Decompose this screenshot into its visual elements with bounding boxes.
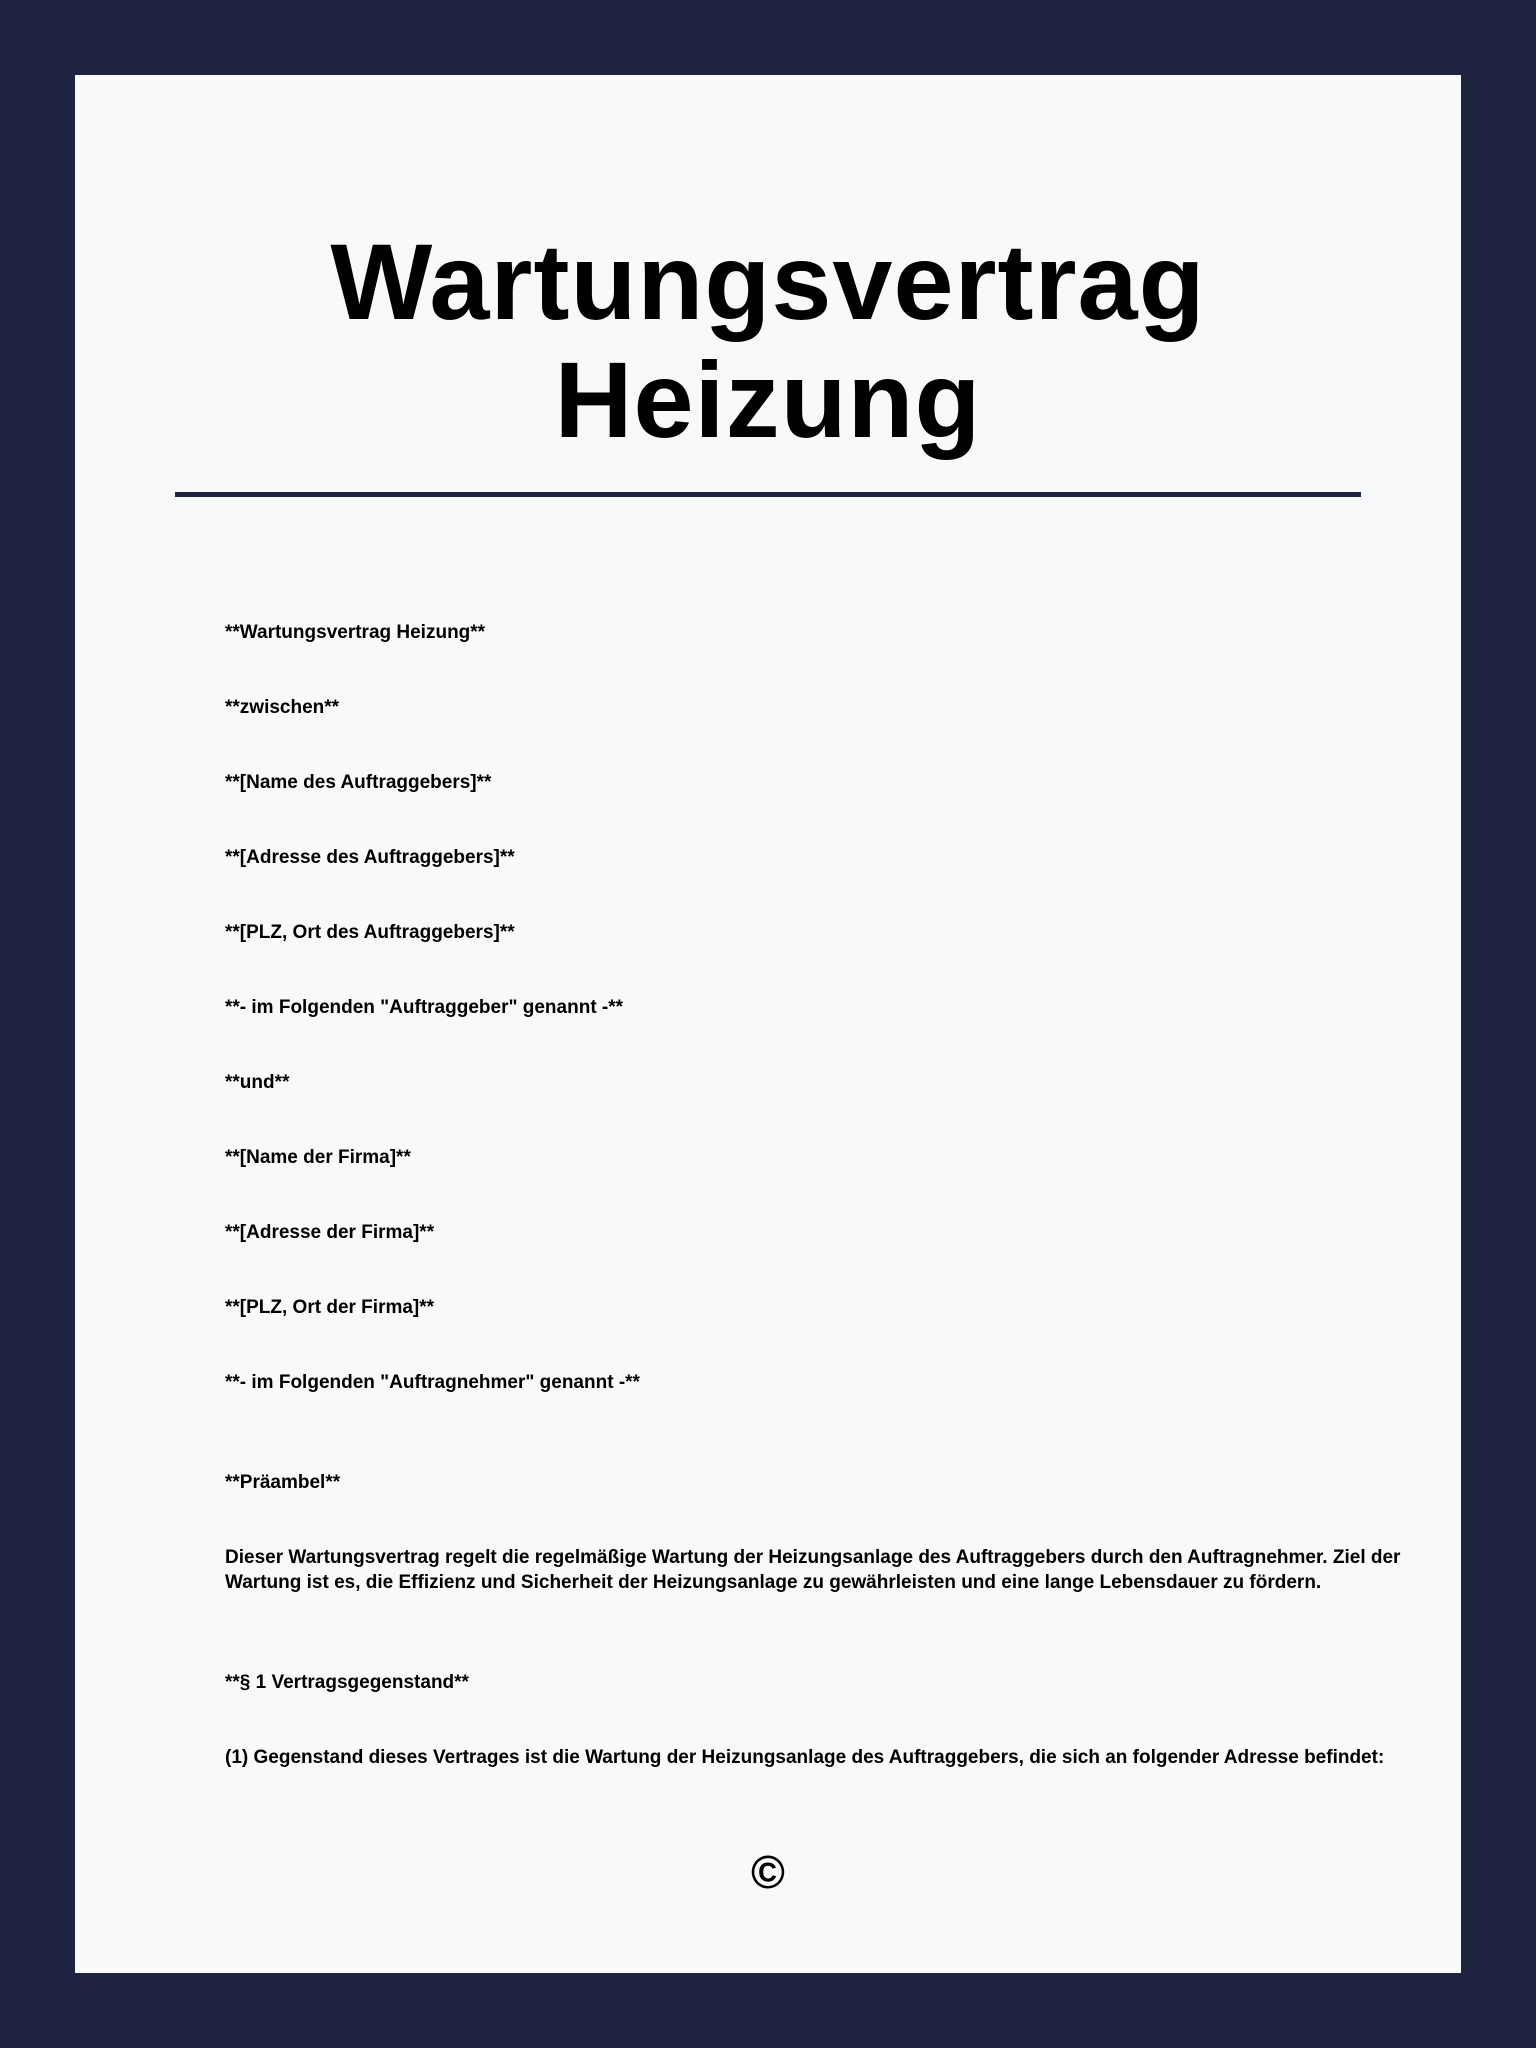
paragraph-preamble-text: Dieser Wartungsvertrag regelt die regelmäßige Wartung der Heizungsanlage des Auftraggebers durch den Auftragnehmer. Ziel der Wartung ist es, die Effizienz und Sicherheit der Heizungsanlage zu gewährleisten und eine lange Lebensdauer zu fördern. [225,1547,1401,1593]
document-title-line-2: Heizung [554,339,982,460]
paragraph-and: **und** [225,1072,290,1093]
title-divider [175,492,1361,497]
paragraph-heading: **Wartungsvertrag Heizung** [225,622,486,643]
paragraph-company-name: **[Name der Firma]** [225,1147,411,1168]
paragraph-client-address: **[Adresse des Auftraggebers]** [225,847,515,868]
document-page [75,75,1461,1973]
copyright-icon: © [751,1846,785,1898]
paragraph-between: **zwischen** [225,697,340,718]
paragraph-client-designation: **- im Folgenden "Auftraggeber" genannt -** [225,997,624,1018]
document-title-line-1: Wartungsvertrag [330,221,1206,342]
document-title [75,223,1461,459]
paragraph-client-city: **[PLZ, Ort des Auftraggebers]** [225,922,515,943]
paragraph-company-city: **[PLZ, Ort der Firma]** [225,1297,435,1318]
paragraph-section-1-heading: **§ 1 Vertragsgegenstand** [225,1672,469,1693]
paragraph-company-address: **[Adresse der Firma]** [225,1222,435,1243]
paragraph-section-1-text: (1) Gegenstand dieses Vertrages ist die Wartung der Heizungsanlage des Auftraggebers, die sich an folgender Adresse befindet: [225,1747,1385,1768]
paragraph-preamble-heading: **Präambel** [225,1472,341,1493]
document-body [225,620,1405,1770]
paragraph-client-name: **[Name des Auftraggebers]** [225,772,492,793]
paragraph-contractor-designation: **- im Folgenden "Auftragnehmer" genannt -** [225,1372,640,1393]
